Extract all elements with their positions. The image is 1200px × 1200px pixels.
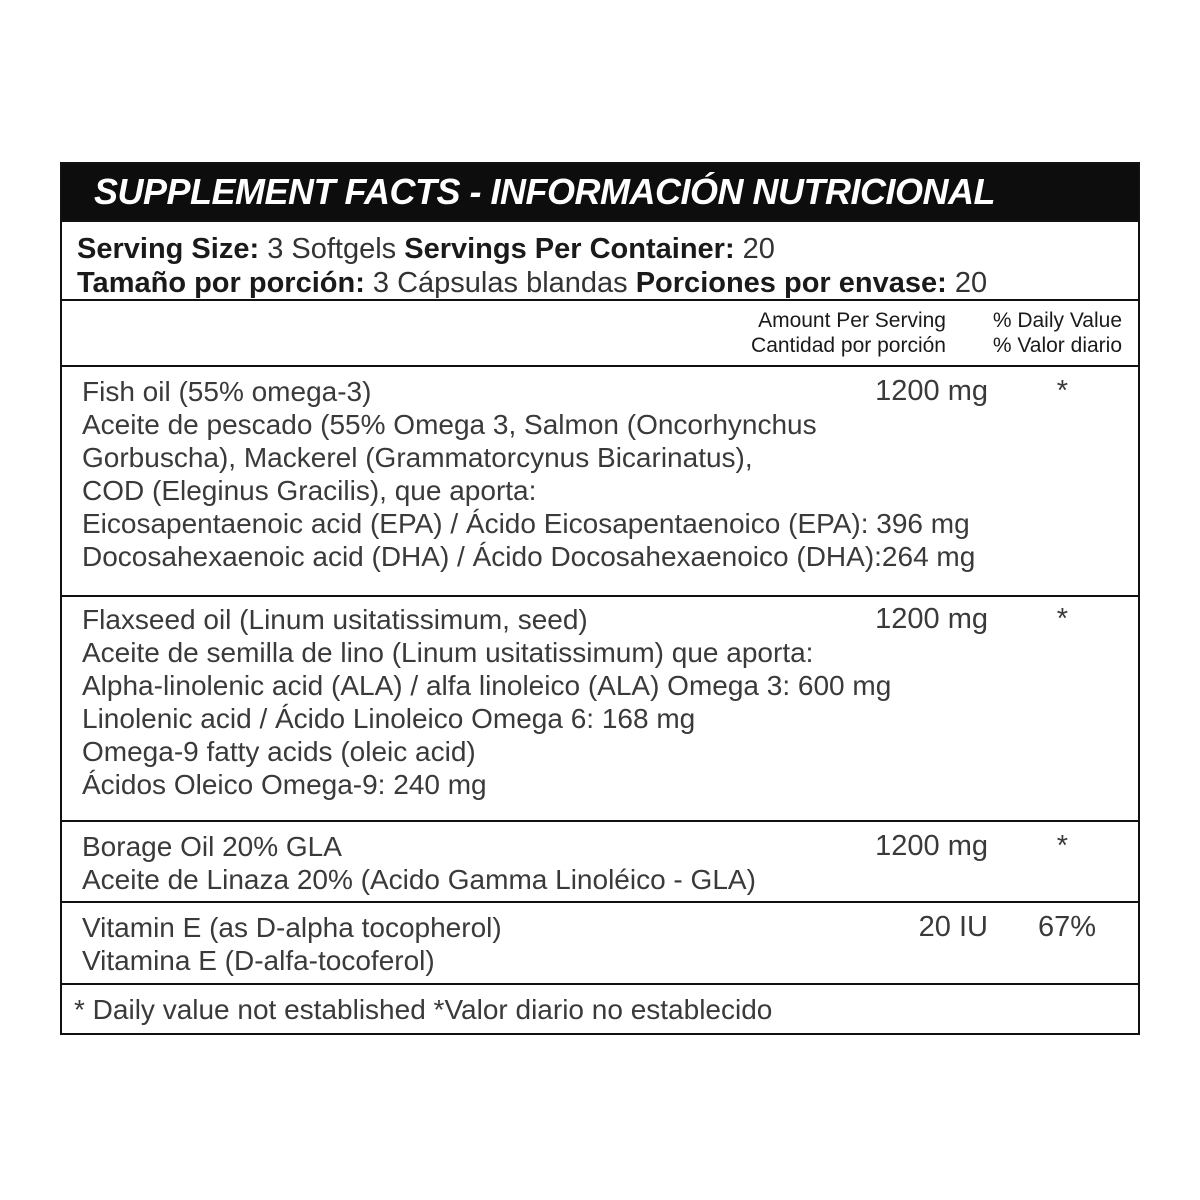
daily-value-column-header xyxy=(993,308,1122,358)
serving-size-value: 3 Softgels xyxy=(267,233,397,265)
ingredient-amount: 1200 mg xyxy=(875,603,988,635)
ingredient-line: Vitamina E (D-alfa-tocoferol) xyxy=(82,945,435,976)
ingredient-daily-value: 67% xyxy=(1037,911,1096,943)
ingredient-row-borage-oil xyxy=(62,820,1138,901)
ingredient-daily-value: * xyxy=(1056,375,1068,407)
servings-per-container-label: Servings Per Container: xyxy=(404,233,735,265)
ingredient-line: Alpha-linolenic acid (ALA) / alfa linoleico (ALA) Omega 3: 600 mg xyxy=(82,670,892,701)
ingredient-row-fish-oil xyxy=(62,365,1138,595)
ingredient-line: Omega-9 fatty acids (oleic acid) xyxy=(82,736,476,767)
ingredient-line: Gorbuscha), Mackerel (Grammatorcynus Bicarinatus), xyxy=(82,442,753,473)
ingredient-line: Linolenic acid / Ácido Linoleico Omega 6: 168 mg xyxy=(82,703,696,734)
tamano-porcion-value: 3 Cápsulas blandas xyxy=(372,267,628,299)
footnote: * Daily value not established *Valor diario no establecido xyxy=(62,983,1138,1033)
ingredient-line: Eicosapentaenoic acid (EPA) / Ácido Eicosapentaenoico (EPA): 396 mg xyxy=(82,508,970,539)
ingredient-daily-value: * xyxy=(1056,830,1068,862)
ingredient-line: Fish oil (55% omega-3) xyxy=(82,376,372,407)
ingredient-line: Vitamin E (as D-alpha tocopherol) xyxy=(82,912,502,943)
ingredient-line: Ácidos Oleico Omega-9: 240 mg xyxy=(82,769,487,800)
dv-header-es: % Valor diario xyxy=(992,334,1122,357)
amount-column-header xyxy=(751,308,946,358)
ingredient-line: Docosahexaenoic acid (DHA) / Ácido Docosahexaenoico (DHA):264 mg xyxy=(82,541,976,572)
serving-line-en xyxy=(77,232,1138,266)
serving-line-es xyxy=(77,266,1138,300)
ingredient-row-vitamin-e xyxy=(62,901,1138,983)
ingredient-line: Borage Oil 20% GLA xyxy=(82,831,342,862)
ingredient-row-flaxseed-oil xyxy=(62,595,1138,820)
column-headers xyxy=(62,299,1138,365)
porciones-envase-value: 20 xyxy=(954,267,988,299)
serving-size-label: Serving Size: xyxy=(77,233,260,265)
dv-header-en: % Daily Value xyxy=(992,309,1122,332)
ingredient-amount: 1200 mg xyxy=(875,830,988,862)
ingredient-amount: 1200 mg xyxy=(875,375,988,407)
ingredient-line: COD (Eleginus Gracilis), que aporta: xyxy=(82,475,537,506)
facts-title: SUPPLEMENT FACTS - INFORMACIÓN NUTRICIONAL xyxy=(62,164,1138,220)
ingredient-daily-value: * xyxy=(1056,603,1068,635)
supplement-facts-panel xyxy=(60,162,1140,1035)
ingredient-line: Flaxseed oil (Linum usitatissimum, seed) xyxy=(82,604,588,635)
amount-header-en: Amount Per Serving xyxy=(758,309,946,332)
serving-info xyxy=(62,220,1138,299)
ingredient-line: Aceite de semilla de lino (Linum usitatissimum) que aporta: xyxy=(82,637,814,668)
ingredient-line: Aceite de Linaza 20% (Acido Gamma Linoléico - GLA) xyxy=(82,864,756,895)
porciones-envase-label: Porciones por envase: xyxy=(635,267,947,299)
amount-header-es: Cantidad por porción xyxy=(751,334,946,357)
ingredient-amount: 20 IU xyxy=(918,911,988,943)
tamano-porcion-label: Tamaño por porción: xyxy=(77,267,365,299)
ingredient-line: Aceite de pescado (55% Omega 3, Salmon (Oncorhynchus xyxy=(82,409,817,440)
servings-per-container-value: 20 xyxy=(742,233,775,265)
